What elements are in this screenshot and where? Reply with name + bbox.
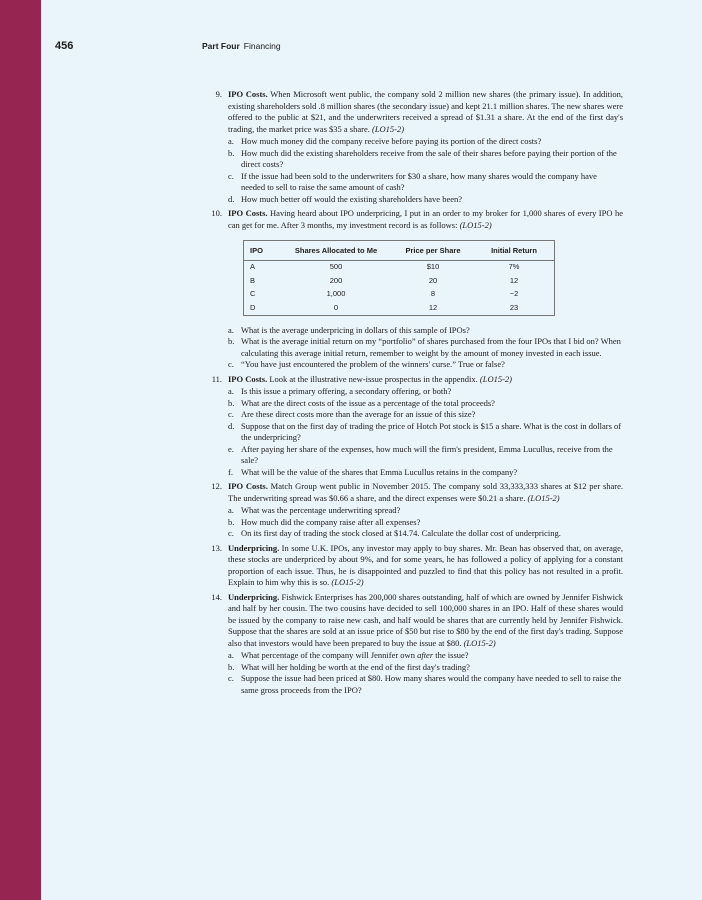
subquestion: c. “You have just encountered the problem of the winners' curse.” True or false?	[228, 359, 505, 369]
page-number: 456	[55, 40, 74, 52]
column-header: Shares Allocated to Me	[280, 241, 392, 261]
table-cell: 0	[333, 302, 339, 312]
subquestion: a. What was the percentage underwriting spread?	[228, 505, 401, 515]
subquestion: b. What are the direct costs of the issue as a percentage of the total proceeds?	[228, 397, 495, 408]
table-row	[244, 288, 555, 302]
table-cell: D	[250, 302, 256, 312]
problem-list	[200, 89, 623, 699]
problem-title: IPO Costs.	[228, 373, 268, 384]
learning-objective: (LO15-2)	[463, 637, 496, 648]
table-row	[244, 274, 555, 288]
subquestion: b. How much did the company raise after all expenses?	[228, 516, 421, 527]
problem-text: When Microsoft went public, the company sold 2 million new shares (the primary issue). In addition, existing shareholders sold .8 million shares (the secondary issue) and kept 21.1 million shares. The new shares were offered to the public at $21, and the underwriters received a spread of $1.31 a share. At the end of the first day's trading, the market price was $35 a share.	[228, 89, 624, 134]
problem-12	[200, 481, 623, 540]
table-cell: 1,000	[326, 289, 346, 298]
subquestion: b. How much did the existing shareholders receive from the sale of their shares before paying their portion of the direct costs?	[228, 147, 617, 169]
table-cell: −2	[509, 289, 519, 298]
subquestion: c. Suppose the issue had been priced at $80. How many shares would the company have needed to sell to raise the same gross proceeds from the IPO?	[228, 673, 622, 695]
problem-13	[200, 543, 623, 589]
problem-text: Fishwick Enterprises has 200,000 shares outstanding, half of which are owned by Jennifer Fishwick and half by her cousin. The two cousins have decided to sell 100,000 shares in an IPO. Half of these shares would be issued by the company to raise new cash, and half would be shares that are currently held by Jennifer Fishwick. Suppose that the shares are sold at an issue price of $50 but rise to $80 by the end of the first day's trading. Suppose also that investors would have been prepared to buy the issue at $80.	[228, 591, 623, 648]
table-cell: A	[250, 262, 256, 271]
problem-10	[200, 208, 623, 371]
problem-number: 13.	[211, 542, 222, 553]
learning-objective: (LO15-2)	[479, 373, 512, 384]
problem-title: IPO Costs.	[228, 481, 268, 491]
part-label: Part Four	[202, 41, 240, 51]
running-head	[202, 41, 281, 51]
table-cell: 200	[329, 275, 343, 285]
learning-objective: (LO15-2)	[527, 492, 560, 503]
book-spine-bar	[0, 0, 41, 900]
subquestion: a. What percentage of the company will Jennifer own after the issue?	[228, 650, 469, 660]
problem-text: Match Group went public in November 2015. The company sold 33,333,333 shares at $12 per share. The underwriting spread was $0.66 a share, and the direct expenses were $0.21 a share.	[228, 481, 623, 503]
problem-text: Having heard about IPO underpricing, I put in an order to my broker for 1,000 shares of every IPO he can get for me. After 3 months, my investment record is as follows:	[228, 208, 624, 230]
subquestion-list	[228, 325, 623, 371]
subquestion: a. Is this issue a primary offering, a secondary offering, or both?	[228, 386, 452, 396]
subquestion-list	[228, 505, 623, 540]
problem-9	[200, 89, 623, 205]
table-cell: C	[250, 289, 256, 298]
problem-title: Underpricing.	[228, 591, 280, 602]
problem-text: In some U.K. IPOs, any investor may apply to buy shares. Mr. Bean has observed that, on average, these stocks are underpriced by about 9%, and for some years, he has followed a policy of applying for a constant proportion of each issue. Thus, he is disappointed and puzzled to find that this policy has not resulted in a profit. Explain to him why this is so.	[228, 542, 623, 587]
subquestion: c. Are these direct costs more than the average for an issue of this size?	[228, 409, 476, 419]
ipo-record-table	[243, 240, 555, 316]
problem-text: Look at the illustrative new-issue prospectus in the appendix.	[267, 373, 480, 384]
learning-objective: (LO15-2)	[331, 577, 364, 587]
subquestion: d. Suppose that on the first day of trading the price of Hotch Pot stock is $15 a share. What is the cost in dollars of the underpricing?	[228, 420, 622, 442]
table-cell: 7%	[508, 262, 520, 271]
problem-11	[200, 374, 623, 479]
learning-objective: (LO15-2)	[459, 219, 492, 230]
table-cell: 500	[329, 262, 343, 271]
subquestion: c. On its first day of trading the stock closed at $14.74. Calculate the dollar cost of underpricing.	[228, 528, 561, 538]
problem-body	[228, 592, 623, 650]
subquestion-list	[228, 650, 623, 696]
problem-number: 9.	[215, 89, 222, 99]
learning-objective: (LO15-2)	[371, 123, 405, 134]
problem-number: 11.	[211, 373, 222, 384]
table-row	[244, 260, 555, 274]
table-cell: 20	[428, 275, 438, 285]
table-cell: 23	[509, 302, 519, 312]
column-header: Price per Share	[392, 241, 474, 261]
problem-body	[228, 481, 623, 504]
subquestion: f. What will be the value of the shares that Emma Lucullus retains in the company?	[228, 466, 518, 477]
column-header: Initial Return	[474, 241, 555, 261]
subquestion: a. How much money did the company receive before paying its portion of the direct costs?	[228, 136, 542, 146]
subquestion-list	[228, 136, 623, 205]
problem-number: 14.	[211, 591, 222, 602]
table-header-row	[244, 241, 555, 261]
subquestion: b. What will her holding be worth at the end of the first day's trading?	[228, 661, 470, 672]
problem-body	[228, 543, 623, 589]
table-cell: B	[250, 275, 256, 285]
section-label: Financing	[243, 41, 281, 51]
problem-body	[228, 89, 623, 135]
problem-14	[200, 592, 623, 697]
column-header: IPO	[244, 241, 281, 261]
problem-body	[228, 374, 623, 386]
subquestion: c. If the issue had been sold to the underwriters for $30 a share, how many shares would the company have needed to sell to raise the same amount of cash?	[228, 170, 597, 192]
table-row	[244, 301, 555, 315]
subquestion-list	[228, 386, 623, 478]
problem-body	[228, 208, 623, 231]
problem-title: Underpricing.	[228, 542, 280, 553]
table-cell: 12	[509, 275, 519, 285]
ipo-record-table-wrapper	[243, 240, 623, 316]
subquestion: b. What is the average initial return on my “portfolio” of shares purchased from the four IPOs that I bid on? When calculating this average initial return, remember to weight by the amount of money invested in each issue.	[228, 336, 621, 358]
subquestion: d. How much better off would the existing shareholders have been?	[228, 193, 463, 204]
table-cell: $10	[426, 262, 440, 271]
problem-number: 12.	[211, 481, 222, 491]
problem-title: IPO Costs.	[228, 208, 268, 218]
table-cell: 12	[428, 302, 438, 312]
problem-number: 10.	[211, 208, 222, 218]
table-cell: 8	[430, 289, 436, 298]
subquestion: a. What is the average underpricing in dollars of this sample of IPOs?	[228, 324, 470, 335]
problem-title: IPO Costs.	[228, 89, 268, 99]
subquestion: e. After paying her share of the expenses, how much will the firm's president, Emma Lucullus, receive from the sale?	[228, 443, 613, 465]
